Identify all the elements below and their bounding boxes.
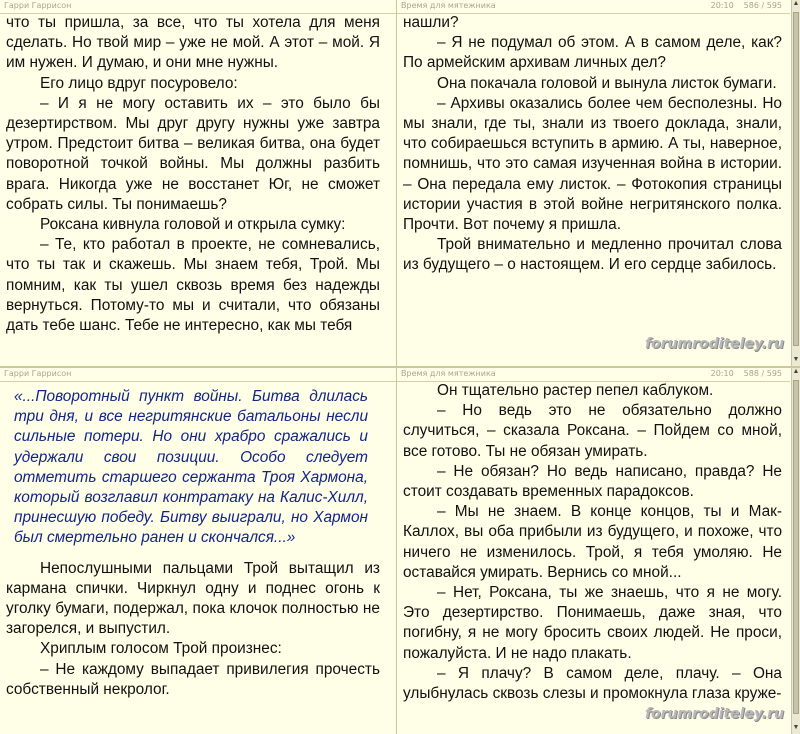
watermark: forumroditeley.ru — [644, 706, 784, 722]
paragraph: что ты пришла, за все, что ты хотела для меня сделать. Но твой мир – уже не мой. А этот – мой. Я им нужен. И думаю, и они мне нужны. — [6, 14, 380, 72]
paragraph: Роксана кивнула головой и открыла сумку: — [40, 216, 346, 234]
scrollbar[interactable] — [791, 368, 800, 734]
paragraph: Он тщательно растер пепел каблуком. — [437, 382, 714, 399]
pane-top-right — [397, 0, 800, 366]
quote-block — [6, 387, 380, 549]
paragraph: – Нет, Роксана, ты же знаешь, что я не могу. Это дезертирство. Понимаешь, даже зная, что погибну, я не могу бросить своих людей. Не проси, пожалуйста. И не надо плакать. — [403, 584, 782, 662]
page-text — [403, 13, 782, 276]
paragraph: Хриплым голосом Трой произнес: — [40, 640, 282, 658]
book-author: Гарри Гаррисон — [4, 1, 72, 10]
paragraph: Его лицо вдруг посуровело: — [40, 74, 238, 92]
scroll-thumb[interactable] — [793, 12, 799, 346]
paragraph: – И я не могу оставить их – это было бы дезертирством. Мы друг другу нужны уже завтра утром. Предстоит битва – великая битва, она будет поворотной точкой войны. Мы должны разбить врага. Никогда уже не восстанет Юг, не сможет собрать силы. Ты понимаешь? — [6, 94, 380, 213]
paragraph: – Не обязан? Но ведь написано, правда? Не стоит создавать временных парадоксов. — [403, 462, 782, 501]
paragraph: Трой внимательно и медленно прочитал слова из будущего – о настоящем. И его сердце забилось. — [403, 236, 782, 274]
scroll-thumb[interactable] — [793, 380, 799, 714]
paragraph: Непослушными пальцами Трой вытащил из кармана спички. Чиркнул одну и поднес огонь к уголку бумаги, подержал, пока клочок полностью не загорелся, и выпустил. — [6, 559, 380, 638]
page-counter: 586 / 595 — [743, 1, 782, 10]
paragraph: – Но ведь это не обязательно должно случиться, – сказала Роксана. – Пойдем со мной, все готово. Ты не обязан умирать. — [403, 402, 782, 460]
pane-top-left — [0, 0, 396, 366]
pane-header — [397, 0, 790, 14]
scroll-up-icon[interactable]: ▲ — [792, 368, 800, 375]
clock: 20:10 — [710, 369, 734, 378]
watermark: forumroditeley.ru — [644, 336, 784, 352]
book-title: Время для мятежника — [401, 369, 496, 378]
paragraph: – Я плачу? В самом деле, плачу. – Она улыбнулась сквозь слезы и промокнула глаза круже- — [403, 664, 782, 703]
page-text — [6, 13, 380, 336]
pane-header — [397, 368, 790, 382]
book-title: Время для мятежника — [401, 1, 496, 10]
book-author: Гарри Гаррисон — [4, 369, 72, 378]
scroll-down-icon[interactable]: ▼ — [792, 724, 800, 731]
paragraph: – Архивы оказались более чем бесполезны. Но мы знали, где ты, знали из твоего доклада, знали, что собираешься вступить в армию. А ты, наверное, помнишь, что это самая изученная война в истории. – Она передала ему листок. – Фотокопия страницы истории участия в этой войне негритянского полка. Прочти. Вот почему я пришла. — [403, 94, 782, 234]
scrollbar[interactable] — [791, 0, 800, 366]
quote-text: «...Поворотный пункт войны. Битва длилась три дня, и все негритянские батальоны несли сильные потери. Но они храбро сражались и удержали свои позиции. Особо следует отметить старшего сержанта Троя Хармона, который возглавил контратаку на Калис-Хилл, принесшую победу. Битву выиграли, но Хармон был смертельно ранен и скончался...» — [14, 388, 368, 547]
pane-header — [0, 0, 396, 14]
paragraph: – Я не подумал об этом. А в самом деле, как? По армейским архивам личных дел? — [403, 34, 782, 72]
paragraph: – Не каждому выпадает привилегия прочесть собственный некролог. — [6, 660, 380, 698]
clock: 20:10 — [710, 1, 734, 10]
page-counter: 588 / 595 — [743, 369, 782, 378]
pane-header — [0, 368, 396, 382]
page-text — [6, 381, 380, 700]
scroll-down-icon[interactable]: ▼ — [792, 356, 800, 363]
paragraph: – Мы не знаем. В конце концов, ты и Мак-Каллох, вы оба прибыли из будущего, и похоже, что ничего не изменилось. Трой, я тебя умоляю. Не оставайся умирать. Вернись со мной... — [403, 503, 782, 581]
pane-bottom-right — [397, 368, 800, 734]
pane-bottom-left — [0, 368, 396, 734]
horizontal-divider[interactable] — [0, 366, 800, 368]
paragraph: Она покачала головой и вынула листок бумаги. — [437, 74, 777, 92]
paragraph: нашли? — [403, 14, 459, 31]
paragraph: – Те, кто работал в проекте, не сомневались, что ты так и скажешь. Мы знаем тебя, Трой. Мы помним, как ты ушел сквозь время без надежды вернуться. Потому-то мы и считали, что обязаны дать тебе шанс. Тебе не интересно, как мы тебя — [6, 236, 380, 335]
page-text — [403, 381, 782, 704]
scroll-up-icon[interactable]: ▲ — [792, 0, 800, 7]
